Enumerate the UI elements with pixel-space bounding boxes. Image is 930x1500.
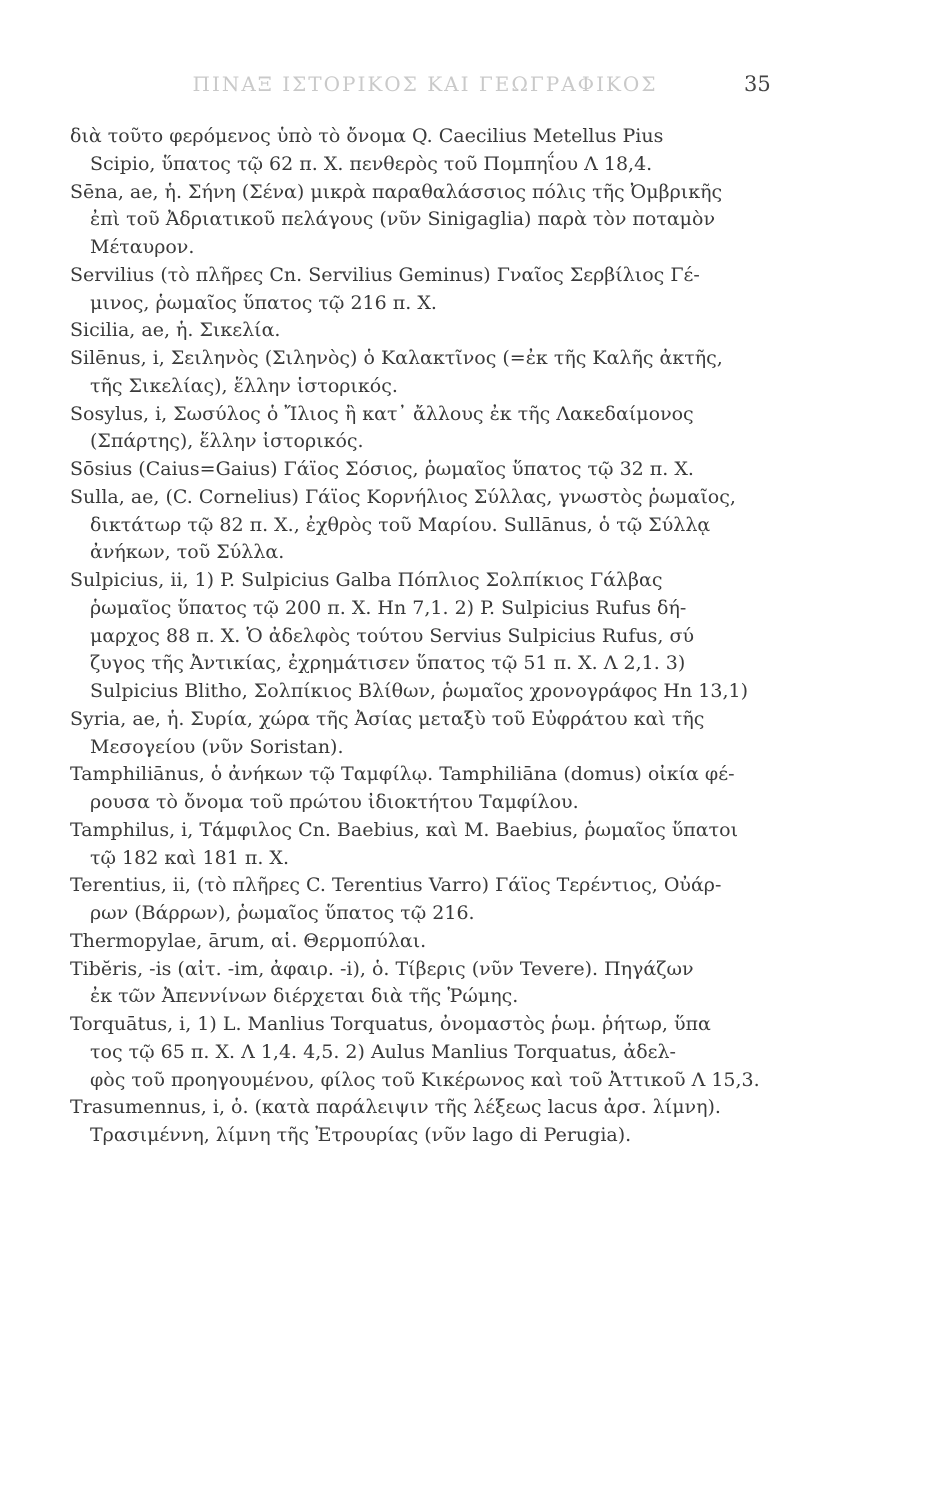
index-entry bbox=[70, 123, 900, 179]
entry-headword-line bbox=[70, 817, 900, 845]
index-entries bbox=[70, 123, 900, 1150]
entry-line-text: Tibĕris, -is (αἰτ. -im, ἀφαιρ. -i), ὁ. Τίβερις (νῦν Tevere). Πηγάζων bbox=[70, 957, 694, 980]
index-entry bbox=[70, 567, 900, 706]
entry-continuation-line bbox=[70, 595, 900, 623]
index-entry bbox=[70, 1094, 900, 1150]
entry-continuation-line bbox=[70, 983, 900, 1011]
entry-line-text: Sōsius (Caius=Gaius) Γάϊος Σόσιος, ῥωμαῖος ὕπατος τῷ 32 π. Χ. bbox=[70, 458, 694, 480]
index-entry bbox=[70, 484, 900, 567]
entry-continuation-line bbox=[70, 650, 900, 678]
index-entry bbox=[70, 317, 900, 345]
entry-line-text: δικτάτωρ τῷ 82 π. Χ., ἐχθρὸς τοῦ Μαρίου. Sullānus, ὁ τῷ Σύλλᾳ bbox=[90, 513, 711, 536]
entry-continuation-line bbox=[70, 373, 900, 401]
running-title: ΠΙΝΑΞ ΙΣΤΟΡΙΚΟΣ ΚΑΙ ΓΕΩΓΡΑΦΙΚΟΣ bbox=[192, 72, 658, 96]
entry-line-text: ζυγος τῆς Ἀντικίας, ἐχρημάτισεν ὕπατος τῷ 51 π. Χ. Λ 2,1. 3) bbox=[90, 652, 686, 675]
entry-line-text: τῆς Σικελίας), ἕλλην ἱστορικός. bbox=[90, 374, 398, 397]
index-entry bbox=[70, 262, 900, 318]
entry-continuation-line bbox=[70, 1039, 900, 1067]
entry-continuation-line bbox=[70, 290, 900, 318]
entry-continuation-line bbox=[70, 1067, 900, 1095]
entry-line-text: μαρχος 88 π. Χ. Ὁ ἀδελφὸς τούτου Servius Sulpicius Rufus, σύ bbox=[90, 624, 695, 647]
index-entry bbox=[70, 817, 900, 873]
entry-continuation-line bbox=[70, 512, 900, 540]
entry-line-text: μινος, ῥωμαῖος ὕπατος τῷ 216 π. Χ. bbox=[90, 291, 437, 314]
entry-line-text: Μεσογείου (νῦν Soristan). bbox=[90, 735, 344, 758]
entry-headword-line bbox=[70, 401, 900, 429]
entry-headword-line bbox=[70, 317, 900, 345]
index-entry bbox=[70, 345, 900, 401]
entry-continuation-line bbox=[70, 734, 900, 762]
entry-headword-line bbox=[70, 123, 900, 151]
entry-line-text: Thermopylae, ārum, αἱ. Θερμοπύλαι. bbox=[70, 929, 427, 952]
entry-line-text: Syria, ae, ἡ. Συρία, χώρα τῆς Ἀσίας μεταξὺ τοῦ Εὐφράτου καὶ τῆς bbox=[70, 707, 705, 730]
entry-headword-line bbox=[70, 567, 900, 595]
index-entry bbox=[70, 928, 900, 956]
entry-line-text: Silēnus, i, Σειληνὸς (Σιληνὸς) ὁ Καλακτῖνος (=ἐκ τῆς Καλῆς ἀκτῆς, bbox=[70, 347, 723, 369]
entry-line-text: Sulpicius Blitho, Σολπίκιος Βλίθων, ῥωμαῖος χρονογράφος Ηn 13,1) bbox=[90, 680, 748, 702]
entry-continuation-line bbox=[70, 206, 900, 234]
entry-line-text: τῷ 182 καὶ 181 π. Χ. bbox=[90, 846, 289, 869]
entry-line-text: Sēna, ae, ἡ. Σήνη (Σένα) μικρὰ παραθαλάσσιος πόλις τῆς Ὀμβρικῆς bbox=[70, 180, 723, 203]
index-entry bbox=[70, 706, 900, 762]
entry-line-text: Terentius, ii, (τὸ πλῆρες C. Terentius Varro) Γάϊος Τερέντιος, Οὐάρ- bbox=[70, 874, 722, 897]
entry-headword-line bbox=[70, 706, 900, 734]
entry-line-text: ἀνήκων, τοῦ Σύλλα. bbox=[90, 541, 285, 564]
entry-line-text: Tamphiliānus, ὁ ἀνήκων τῷ Ταμφίλῳ. Tamphiliāna (domus) οἰκία φέ- bbox=[70, 763, 735, 786]
index-entry bbox=[70, 761, 900, 817]
entry-line-text: Sulla, ae, (C. Cornelius) Γάϊος Κορνήλιος Σύλλας, γνωστὸς ῥωμαῖος, bbox=[70, 485, 736, 508]
entry-continuation-line bbox=[70, 1122, 900, 1150]
index-entry bbox=[70, 956, 900, 1012]
page-header bbox=[0, 72, 930, 102]
entry-line-text: τος τῷ 65 π. Χ. Λ 1,4. 4,5. 2) Aulus Manlius Torquatus, ἀδελ- bbox=[90, 1040, 676, 1063]
entry-continuation-line bbox=[70, 428, 900, 456]
entry-line-text: ρουσα τὸ ὄνομα τοῦ πρώτου ἰδιοκτήτου Ταμφίλου. bbox=[90, 791, 579, 813]
entry-headword-line bbox=[70, 1094, 900, 1122]
entry-continuation-line bbox=[70, 151, 900, 179]
entry-line-text: Torquātus, i, 1) L. Manlius Torquatus, ὀνομαστὸς ῥωμ. ῥήτωρ, ὕπα bbox=[70, 1013, 711, 1035]
entry-headword-line bbox=[70, 179, 900, 207]
page-number: 35 bbox=[744, 72, 771, 96]
index-entry bbox=[70, 456, 900, 484]
entry-continuation-line bbox=[70, 623, 900, 651]
entry-continuation-line bbox=[70, 900, 900, 928]
entry-headword-line bbox=[70, 484, 900, 512]
entry-line-text: ἐκ τῶν Ἀπεννίνων διέρχεται διὰ τῆς Ῥώμης. bbox=[90, 985, 519, 1008]
entry-line-text: Sosylus, i, Σωσύλος ὁ Ἴλιος ἢ κατ᾽ ἄλλους ἐκ τῆς Λακεδαίμονος bbox=[70, 402, 694, 425]
entry-line-text: Sulpicius, ii, 1) P. Sulpicius Galba Πόπλιος Σολπίκιος Γάλβας bbox=[70, 569, 663, 591]
entry-line-text: φὸς τοῦ προηγουμένου, φίλος τοῦ Κικέρωνος καὶ τοῦ Ἀττικοῦ Λ 15,3. bbox=[90, 1068, 760, 1091]
entry-line-text: ρων (Βάρρων), ῥωμαῖος ὕπατος τῷ 216. bbox=[90, 902, 475, 924]
index-entry bbox=[70, 179, 900, 262]
entry-headword-line bbox=[70, 956, 900, 984]
entry-line-text: (Σπάρτης), ἕλλην ἱστορικός. bbox=[90, 430, 364, 453]
entry-continuation-line bbox=[70, 234, 900, 262]
entry-continuation-line bbox=[70, 678, 900, 706]
entry-line-text: Μέταυρον. bbox=[90, 236, 195, 258]
entry-line-text: Trasumennus, i, ὁ. (κατὰ παράλειψιν τῆς λέξεως lacus ἀρσ. λίμνη). bbox=[70, 1096, 721, 1119]
entry-line-text: Tamphilus, i, Τάμφιλος Cn. Baebius, καὶ M. Baebius, ῥωμαῖος ὕπατοι bbox=[70, 818, 739, 841]
entry-headword-line bbox=[70, 761, 900, 789]
index-entry bbox=[70, 1011, 900, 1094]
entry-line-text: ἐπὶ τοῦ Ἀδριατικοῦ πελάγους (νῦν Sinigaglia) παρὰ τὸν ποταμὸν bbox=[90, 208, 716, 231]
entry-line-text: Servilius (τὸ πλῆρες Cn. Servilius Geminus) Γναῖος Σερβίλιος Γέ- bbox=[70, 263, 700, 286]
entry-line-text: Τρασιμέννη, λίμνη τῆς Ἐτρουρίας (νῦν lago di Perugia). bbox=[90, 1124, 632, 1146]
entry-continuation-line bbox=[70, 539, 900, 567]
entry-headword-line bbox=[70, 456, 900, 484]
index-entry bbox=[70, 872, 900, 928]
entry-headword-line bbox=[70, 872, 900, 900]
entry-headword-line bbox=[70, 345, 900, 373]
entry-headword-line bbox=[70, 1011, 900, 1039]
entry-headword-line bbox=[70, 262, 900, 290]
entry-line-text: Scipio, ὕπατος τῷ 62 π. Χ. πενθερὸς τοῦ Πομπηΐου Λ 18,4. bbox=[90, 152, 653, 175]
entry-headword-line bbox=[70, 928, 900, 956]
entry-continuation-line bbox=[70, 845, 900, 873]
entry-line-text: ῥωμαῖος ὕπατος τῷ 200 π. Χ. Ηn 7,1. 2) P. Sulpicius Rufus δή- bbox=[90, 596, 687, 619]
entry-continuation-line bbox=[70, 789, 900, 817]
entry-line-text: διὰ τοῦτο φερόμενος ὑπὸ τὸ ὄνομα Q. Caecilius Metellus Pius bbox=[70, 125, 664, 147]
entry-line-text: Sicilia, ae, ἡ. Σικελία. bbox=[70, 319, 281, 342]
index-entry bbox=[70, 401, 900, 457]
